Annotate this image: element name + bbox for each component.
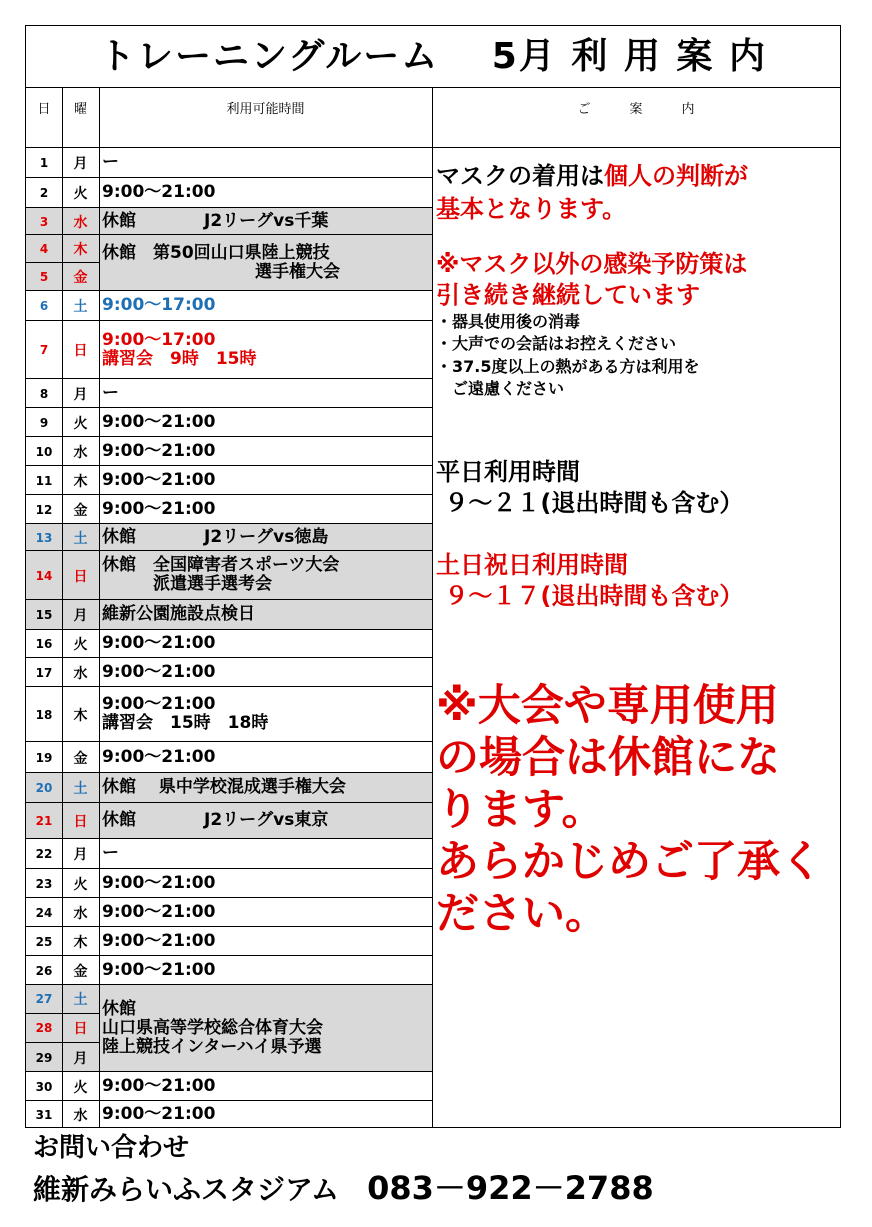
day-number: 7 [39, 343, 49, 357]
table-row [26, 985, 432, 1072]
table-row [26, 551, 432, 600]
hours-text: 9:00～17:00 講習会 9時 15時 [102, 329, 257, 369]
closure-note-line5: ださい。 [436, 889, 608, 939]
hours-text: 9:00～21:00 [102, 1103, 216, 1124]
hours-text: 9:00～21:00 [102, 661, 216, 682]
hours-text: ー [102, 382, 119, 403]
weekday: 火 [73, 1079, 88, 1096]
hours-text: 休館 J2リーグvs千葉 [102, 210, 329, 231]
closure-note-line1: ※大会や専用使用 [436, 681, 779, 731]
table-row [26, 437, 432, 466]
weekday: 水 [73, 1107, 88, 1124]
hours-text: 9:00～21:00 [102, 469, 216, 490]
weekday: 木 [62, 235, 99, 263]
weekday: 金 [73, 963, 88, 980]
hours-text: 休館 全国障害者スポーツ大会 派遣選手選考会 [102, 555, 340, 594]
hours-text: 9:00～21:00 [102, 930, 216, 951]
table-row [26, 235, 432, 291]
day-number: 5 [39, 270, 49, 284]
table-row [26, 148, 432, 178]
day-number: 31 [35, 1107, 53, 1122]
day-number: 17 [35, 665, 53, 680]
table-row [26, 495, 432, 524]
hours-text: 休館 山口県高等学校総合体育大会 陸上競技インターハイ県予選 [102, 998, 323, 1057]
weekday: 金 [73, 502, 88, 519]
measure-note-line1: ※マスク以外の感染予防策は [436, 250, 748, 278]
bullet-item: ・器具使用後の消毒 [436, 312, 581, 331]
day-number: 21 [35, 814, 53, 828]
phone-number: 083－922－2788 [367, 1169, 654, 1207]
header-day: 日 [26, 88, 62, 148]
weekday: 水 [73, 214, 88, 231]
weekday: 土 [73, 299, 88, 315]
weekday: 水 [73, 444, 88, 461]
hours-text: 9:00～21:00 [102, 498, 216, 519]
table-row [26, 803, 432, 839]
hours-text: 9:00～21:00 [102, 1075, 216, 1096]
schedule-frame [25, 25, 841, 1128]
weekday: 日 [62, 1014, 99, 1043]
weekday: 水 [73, 905, 88, 922]
contact-label: お問い合わせ [33, 1133, 190, 1163]
weekday-hours: ９～２１(退出時間も含む） [436, 489, 744, 517]
weekday: 日 [73, 814, 88, 830]
venue-name: 維新みらいふスタジアム [33, 1173, 340, 1206]
table-row [26, 321, 432, 379]
weekday: 木 [73, 934, 88, 951]
day-number: 19 [35, 750, 53, 765]
weekday: 金 [73, 750, 88, 767]
header-weekday: 曜 [62, 88, 99, 148]
table-row [26, 379, 432, 408]
table-row [26, 208, 432, 235]
weekday: 日 [73, 343, 88, 359]
day-number: 1 [39, 156, 49, 170]
weekday: 土 [73, 781, 88, 797]
table-row [26, 742, 432, 773]
day-number: 24 [35, 905, 53, 920]
divider [62, 88, 63, 1128]
table-row [26, 927, 432, 956]
table-row [26, 1072, 432, 1101]
holiday-hours: ９～１７(退出時間も含む） [436, 582, 744, 610]
page-title: トレーニングルーム 5月 利 用 案 内 [26, 26, 840, 88]
hours-text: 9:00～21:00 [102, 746, 216, 767]
divider [99, 88, 100, 1128]
table-row [26, 658, 432, 687]
weekday: 月 [73, 386, 88, 403]
table-row [26, 956, 432, 985]
hours-text: 9:00～21:00 [102, 901, 216, 922]
weekday: 水 [73, 665, 88, 682]
hours-text: 9:00～21:00 [102, 872, 216, 893]
hours-text: 休館 第50回山口県陸上競技 選手権大会 [102, 242, 340, 282]
weekday: 土 [73, 530, 88, 547]
weekday: 木 [73, 707, 88, 724]
weekday: 日 [73, 568, 88, 585]
table-row [26, 630, 432, 658]
hours-text: 9:00～21:00 [102, 959, 216, 980]
day-number: 4 [26, 235, 62, 263]
table-row [26, 466, 432, 495]
table-row [26, 600, 432, 630]
day-number: 27 [26, 985, 62, 1014]
table-row [26, 898, 432, 927]
weekday: 火 [73, 637, 88, 653]
day-number: 13 [35, 530, 53, 545]
day-number: 8 [39, 386, 49, 401]
hours-text: 9:00～17:00 [102, 295, 216, 315]
day-number: 6 [39, 299, 49, 313]
hours-text: ー [102, 152, 119, 172]
hours-text: 休館 県中学校混成選手権大会 [102, 777, 346, 797]
day-number: 10 [35, 444, 53, 459]
closure-note-line4: あらかじめご了承く [436, 837, 823, 887]
hours-text: 9:00～21:00 講習会 15時 18時 [102, 694, 269, 733]
hours-text: 維新公園施設点検日 [102, 604, 255, 624]
day-number: 30 [35, 1079, 53, 1094]
day-number: 28 [26, 1014, 62, 1043]
table-row [26, 178, 432, 208]
closure-note-line2: の場合は休館にな [436, 733, 780, 783]
day-number: 2 [39, 186, 49, 200]
weekday: 火 [73, 876, 88, 893]
day-number: 16 [35, 637, 53, 651]
day-number: 9 [39, 415, 49, 430]
bullet-item: ・大声での会話はお控えください [436, 334, 677, 353]
day-number: 23 [35, 876, 53, 891]
holiday-hours-title: 土日祝日利用時間 [436, 551, 628, 579]
mask-note-line1: マスクの着用は個人の判断が [436, 162, 748, 190]
day-number: 14 [35, 568, 53, 583]
hours-text: 9:00～21:00 [102, 440, 216, 461]
table-row [26, 524, 432, 551]
hours-text: 9:00～21:00 [102, 633, 216, 653]
weekday: 月 [73, 1050, 88, 1067]
weekday: 月 [73, 156, 88, 172]
closure-note-line3: ります。 [436, 785, 605, 835]
day-number: 22 [35, 847, 53, 861]
hours-text: 休館 J2リーグvs徳島 [102, 526, 329, 547]
day-number: 25 [35, 934, 53, 949]
measure-note-line2: 引き続き継続しています [436, 281, 700, 309]
day-number: 15 [35, 608, 53, 622]
day-number: 18 [35, 707, 53, 722]
bullet-item: ご遠慮ください [436, 379, 565, 398]
table-row [26, 408, 432, 437]
weekday: 月 [73, 608, 88, 624]
hours-text: ー [102, 843, 119, 863]
weekday: 木 [73, 473, 88, 490]
header-info: ご 案 内 [432, 88, 840, 148]
weekday: 土 [62, 985, 99, 1014]
hours-text: 9:00～21:00 [102, 182, 216, 202]
day-number: 12 [35, 502, 53, 517]
mask-note-line2: 基本となります。 [436, 195, 627, 223]
table-row [26, 687, 432, 742]
day-number: 29 [35, 1050, 53, 1065]
weekday: 火 [73, 186, 88, 202]
weekday: 月 [73, 847, 88, 863]
table-row [26, 839, 432, 869]
weekday: 金 [73, 270, 88, 286]
table-row [26, 291, 432, 321]
day-number: 11 [35, 473, 53, 488]
table-row [26, 869, 432, 898]
day-number: 20 [35, 781, 53, 795]
header-hours: 利用可能時間 [99, 88, 432, 148]
weekday: 火 [73, 415, 88, 432]
table-row [26, 773, 432, 803]
day-number: 3 [39, 214, 49, 229]
table-row [26, 1101, 432, 1128]
day-number: 26 [35, 963, 53, 978]
contact-line [33, 1163, 654, 1209]
weekday-hours-title: 平日利用時間 [436, 458, 580, 486]
bullet-item: ・37.5度以上の熱がある方は利用を [436, 357, 700, 376]
divider [432, 88, 433, 1128]
hours-text: 9:00～21:00 [102, 411, 216, 432]
hours-text: 休館 J2リーグvs東京 [102, 810, 329, 830]
